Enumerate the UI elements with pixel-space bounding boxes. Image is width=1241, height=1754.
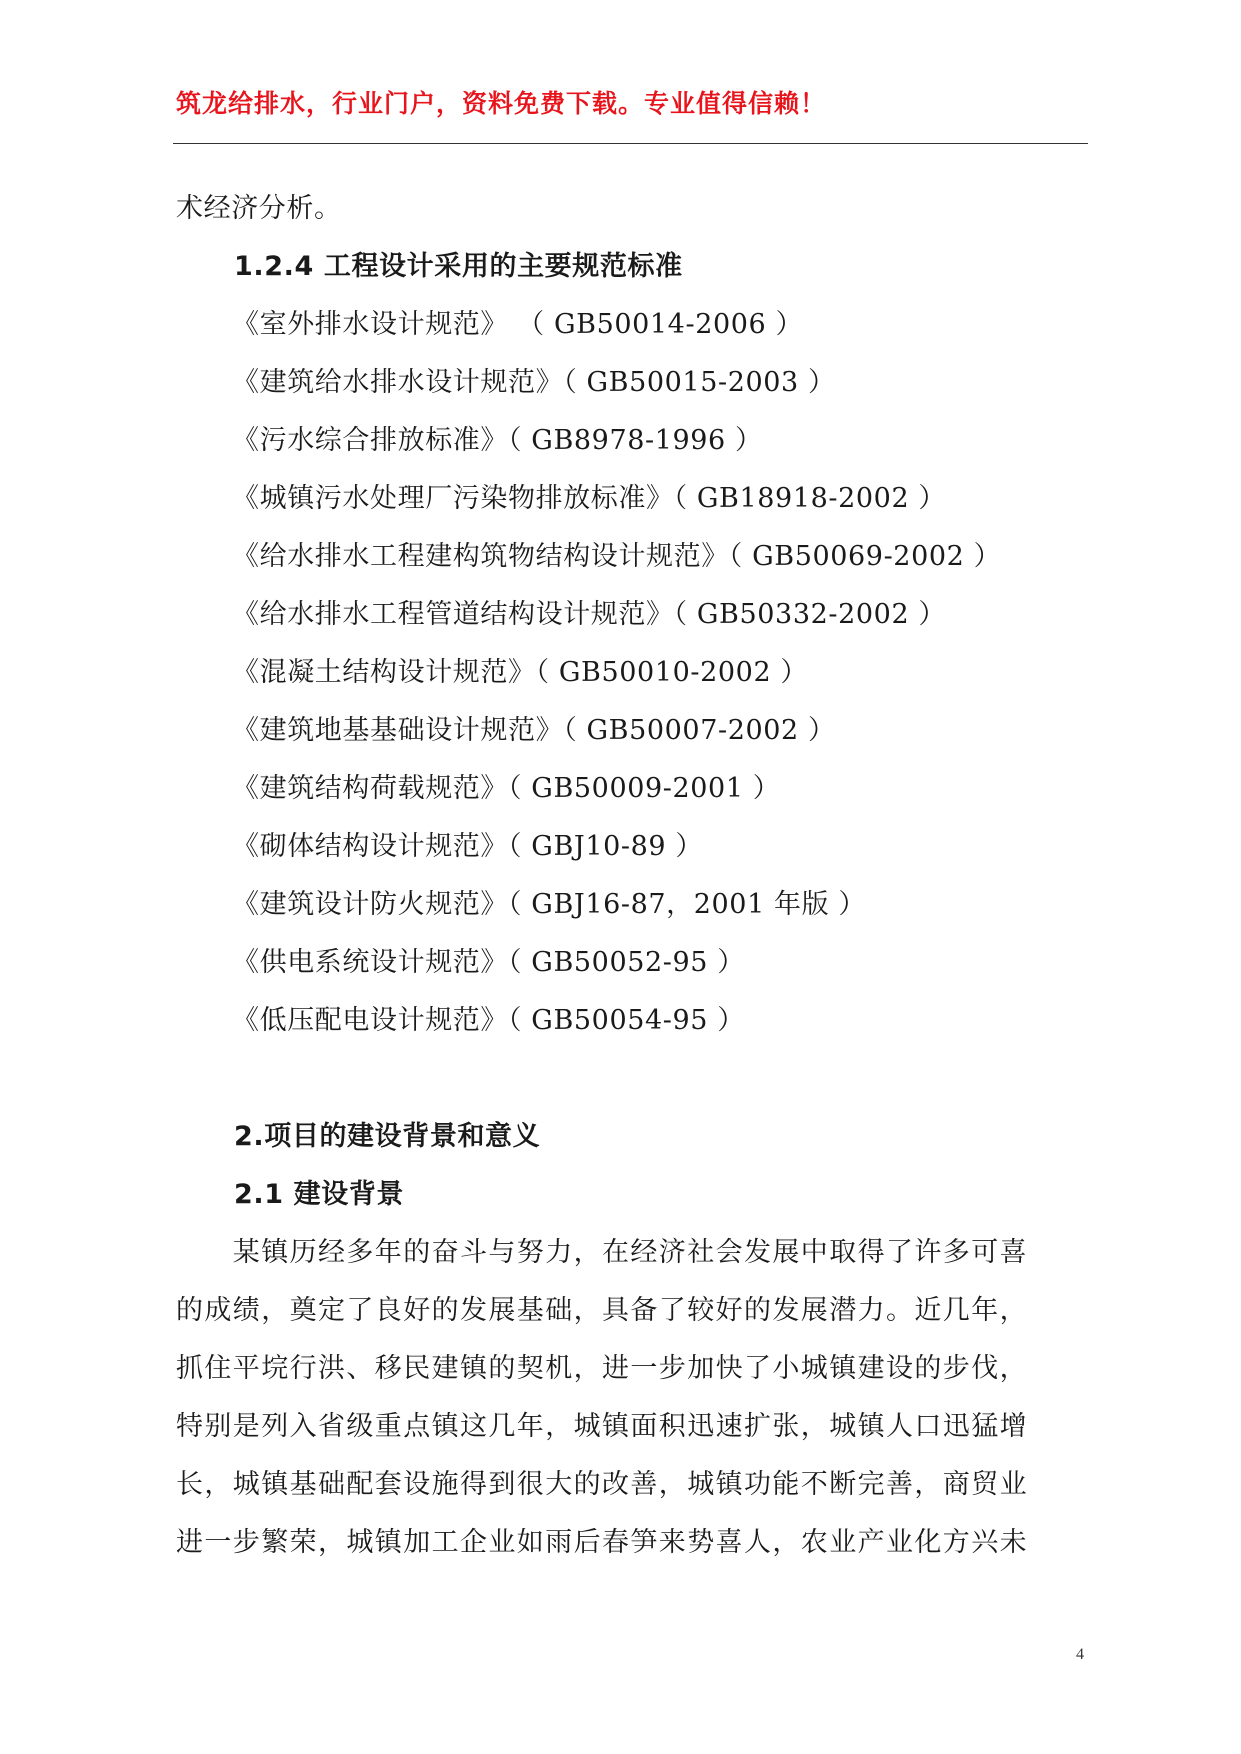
carryover-text: 术经济分析。 bbox=[176, 193, 342, 224]
section-heading-1-2-4: 1.2.4 工程设计采用的主要规范标准 bbox=[234, 251, 683, 282]
header-divider bbox=[173, 143, 1088, 144]
section-heading-2: 2.项目的建设背景和意义 bbox=[234, 1121, 541, 1152]
standard-item: 《给水排水工程建构筑物结构设计规范》（ GB50069-2002 ） bbox=[232, 541, 1002, 572]
standard-item: 《建筑设计防火规范》（ GBJ16-87，2001 年版 ） bbox=[232, 889, 867, 920]
page-number: 4 bbox=[1076, 1646, 1084, 1663]
paragraph-line: 长，城镇基础配套设施得到很大的改善，城镇功能不断完善，商贸业 bbox=[176, 1469, 1028, 1500]
subsection-heading-2-1: 2.1 建设背景 bbox=[234, 1179, 405, 1210]
paragraph-line: 的成绩，奠定了良好的发展基础，具备了较好的发展潜力。近几年， bbox=[176, 1295, 1028, 1326]
paragraph-line: 特别是列入省级重点镇这几年，城镇面积迅速扩张，城镇人口迅猛增 bbox=[176, 1411, 1028, 1442]
standard-item: 《室外排水设计规范》 （ GB50014-2006 ） bbox=[232, 309, 804, 340]
standard-item: 《混凝土结构设计规范》（ GB50010-2002 ） bbox=[232, 657, 809, 688]
standard-item: 《污水综合排放标准》（ GB8978-1996 ） bbox=[232, 425, 763, 456]
paragraph-line: 抓住平垸行洪、移民建镇的契机，进一步加快了小城镇建设的步伐， bbox=[176, 1353, 1028, 1384]
paragraph-line: 某镇历经多年的奋斗与努力，在经济社会发展中取得了许多可喜 bbox=[176, 1237, 1028, 1268]
standard-item: 《低压配电设计规范》（ GB50054-95 ） bbox=[232, 1005, 745, 1036]
standard-item: 《供电系统设计规范》（ GB50052-95 ） bbox=[232, 947, 745, 978]
standard-item: 《砌体结构设计规范》（ GBJ10-89 ） bbox=[232, 831, 703, 862]
header-banner: 筑龙给排水，行业门户，资料免费下载。专业值得信赖！ bbox=[176, 89, 827, 118]
standard-item: 《建筑结构荷载规范》（ GB50009-2001 ） bbox=[232, 773, 781, 804]
paragraph-line: 进一步繁荣，城镇加工企业如雨后春笋来势喜人，农业产业化方兴未 bbox=[176, 1527, 1028, 1558]
standard-item: 《建筑给水排水设计规范》（ GB50015-2003 ） bbox=[232, 367, 836, 398]
standard-item: 《建筑地基基础设计规范》（ GB50007-2002 ） bbox=[232, 715, 836, 746]
standard-item: 《城镇污水处理厂污染物排放标准》（ GB18918-2002 ） bbox=[232, 483, 947, 514]
standard-item: 《给水排水工程管道结构设计规范》（ GB50332-2002 ） bbox=[232, 599, 947, 630]
